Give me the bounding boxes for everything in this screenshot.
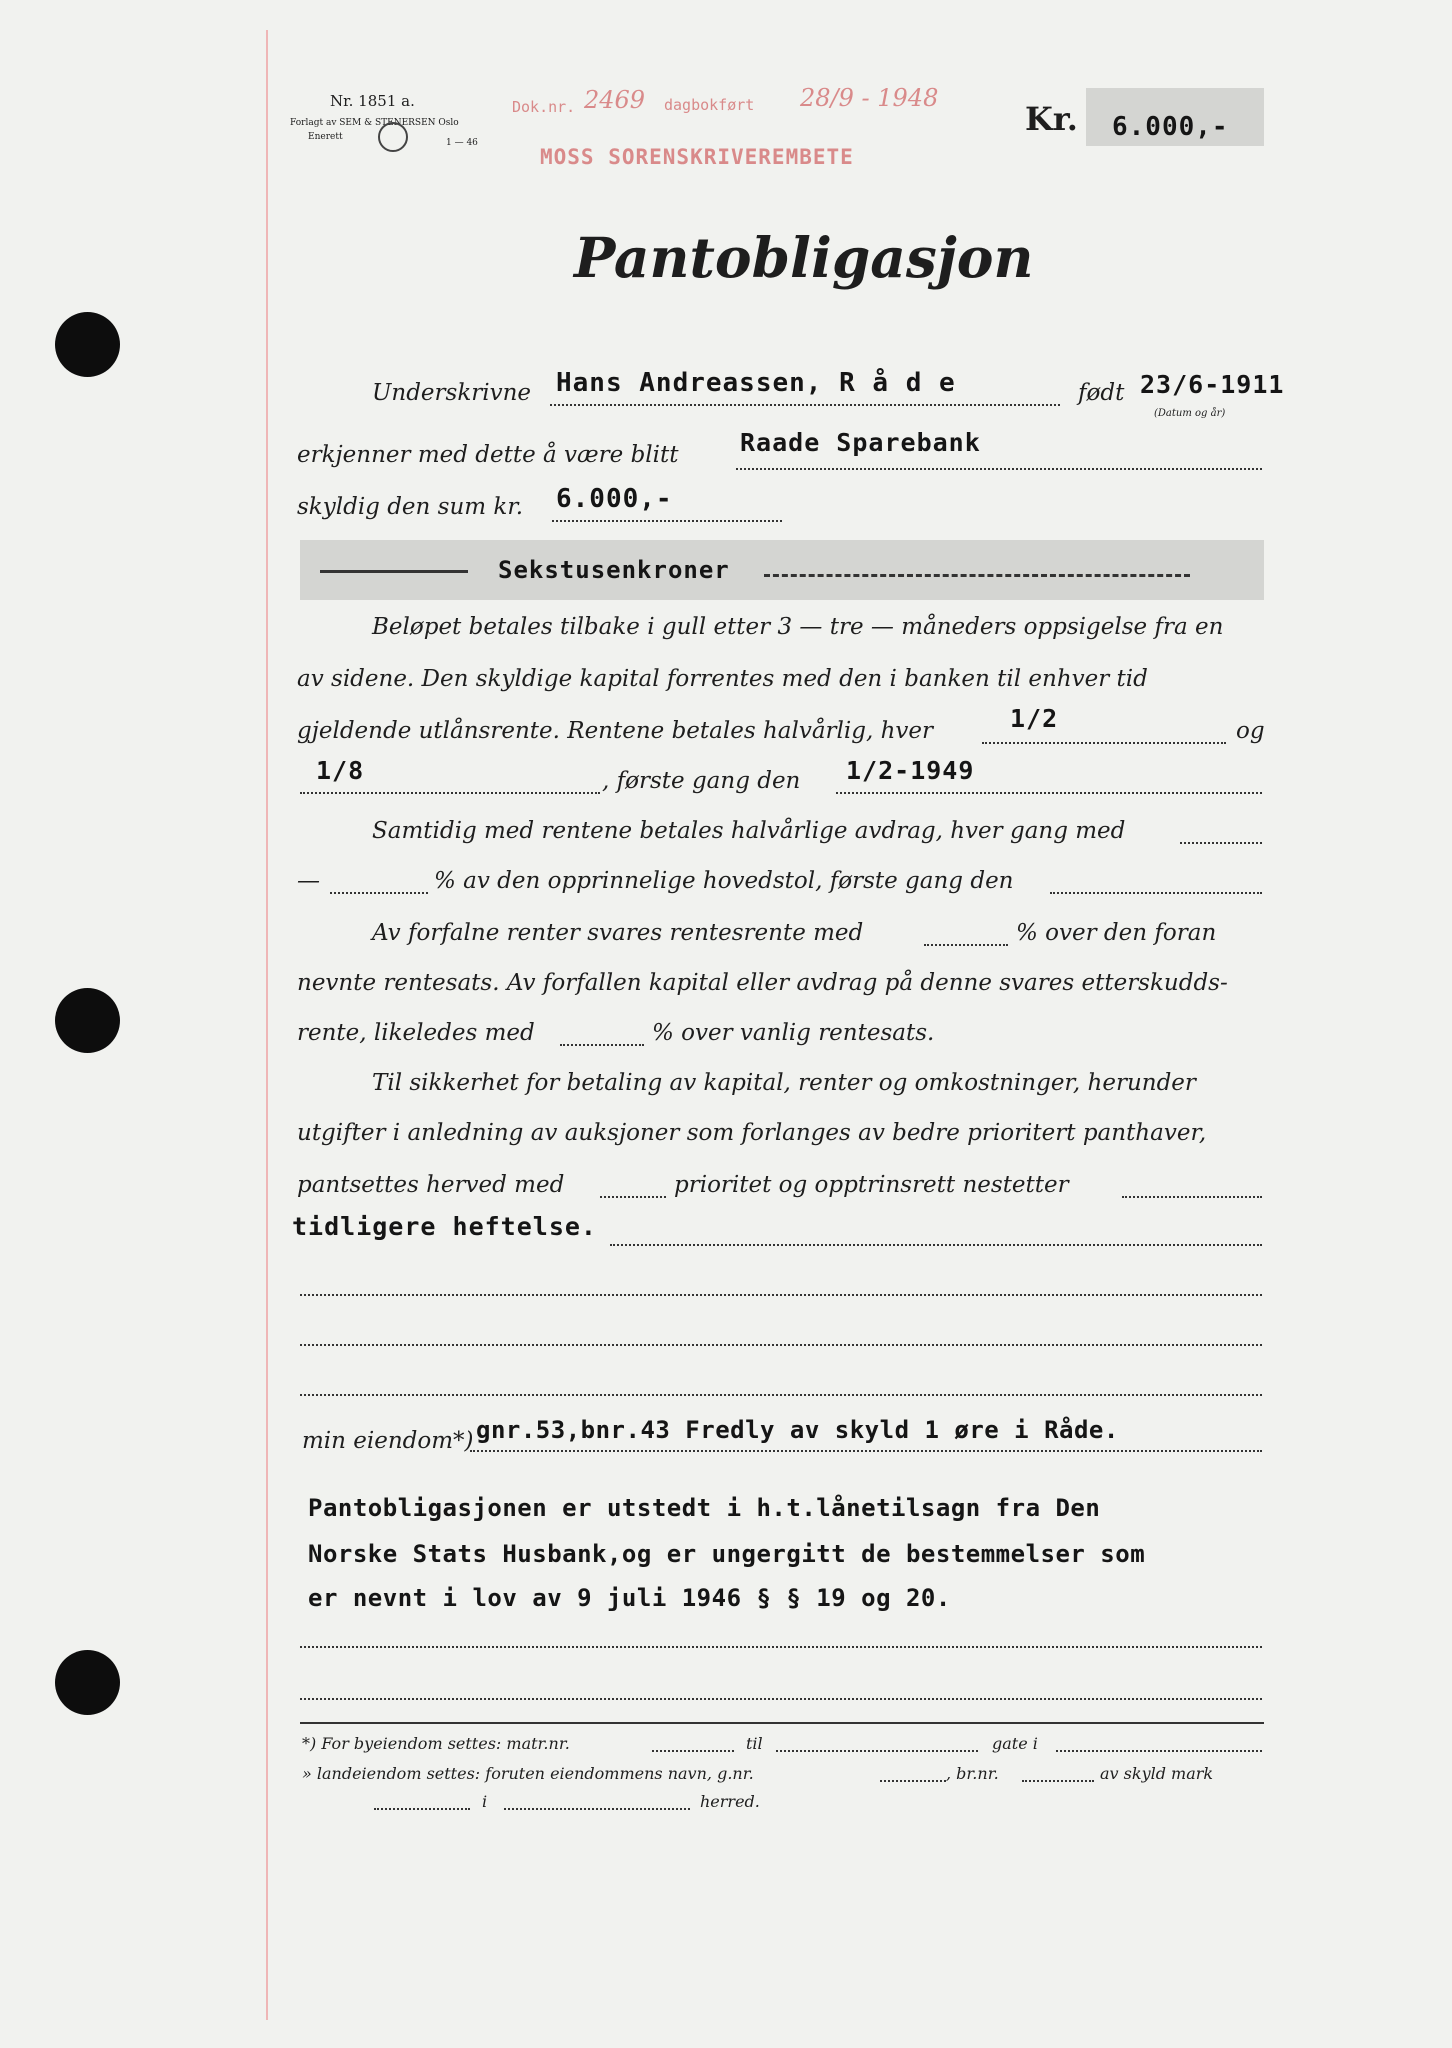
dotted-line — [300, 1294, 1262, 1296]
prior-encumbrance: tidligere heftelse. — [292, 1212, 597, 1241]
dotted-line — [1122, 1196, 1262, 1198]
property-label: min eiendom*) — [302, 1428, 474, 1454]
note-line-3: er nevnt i lov av 9 juli 1946 § § 19 og 20. — [308, 1584, 951, 1612]
dotted-line — [300, 1646, 1262, 1648]
debtor-name: Hans Andreassen, R å d e — [556, 368, 956, 398]
terms-p4-line3a: pantsettes herved med — [297, 1172, 565, 1198]
creditor-value: Raade Sparebank — [740, 428, 981, 457]
first-interest-date: 1/2-1949 — [846, 756, 975, 785]
dotted-line — [300, 792, 600, 794]
terms-first-time: , første gang den — [602, 768, 801, 794]
terms-p3-line1a: Av forfalne renter svares rentesrente med — [372, 920, 864, 946]
dotted-line — [1180, 842, 1262, 844]
interest-date-1: 1/2 — [1010, 704, 1059, 733]
dotted-line — [504, 1808, 690, 1810]
creditor-label: erkjenner med dette å være blitt — [297, 442, 679, 468]
dotted-line — [924, 944, 1008, 946]
born-hint: (Datum og år) — [1154, 408, 1226, 419]
stamp-doc-number: 2469 — [584, 86, 646, 114]
dotted-line — [880, 1780, 946, 1782]
dotted-line — [1050, 892, 1262, 894]
dotted-line — [300, 1698, 1262, 1700]
sum-label: skyldig den sum kr. — [297, 494, 524, 520]
dotted-line — [610, 1244, 1262, 1246]
dash-line — [764, 574, 1190, 577]
footnote-line2-c: av skyld mark — [1100, 1764, 1214, 1783]
dotted-line — [982, 742, 1226, 744]
footnote-line3-b: herred. — [700, 1792, 760, 1811]
terms-p3-line3a: rente, likeledes med — [297, 1020, 535, 1046]
note-line-1: Pantobligasjonen er utstedt i h.t.lånetilsagn fra Den — [308, 1494, 1101, 1522]
dotted-line — [776, 1750, 978, 1752]
footnote-rule — [300, 1722, 1264, 1724]
publisher-date: 1 — 46 — [446, 138, 478, 148]
dotted-line — [552, 520, 782, 522]
terms-p2-line1: Samtidig med rentene betales halvårlige avdrag, hver gang med — [372, 818, 1126, 844]
stamp-office: MOSS SORENSKRIVEREMBETE — [540, 145, 854, 169]
footnote-line1-b: til — [746, 1734, 763, 1753]
dotted-line — [652, 1750, 734, 1752]
terms-p1-line2: av sidene. Den skyldige kapital forrentes med den i banken til enhver tid — [297, 666, 1148, 692]
debtor-label: Underskrivne — [372, 380, 532, 406]
property-value: gnr.53,bnr.43 Fredly av skyld 1 øre i Råde. — [476, 1416, 1119, 1444]
stamp-entered-label: dagbokført — [664, 96, 755, 114]
born-value: 23/6-1911 — [1140, 370, 1285, 399]
dotted-line — [470, 1450, 1262, 1452]
dotted-line — [560, 1044, 644, 1046]
terms-og: og — [1236, 718, 1265, 744]
note-line-2: Norske Stats Husbank,og er ungergitt de bestemmelser som — [308, 1540, 1146, 1568]
punch-hole — [55, 312, 120, 377]
dotted-line — [300, 1344, 1262, 1346]
interest-date-2: 1/8 — [316, 756, 365, 785]
terms-p1-line3: gjeldende utlånsrente. Rentene betales halvårlig, hver — [297, 718, 934, 744]
dotted-line — [300, 1394, 1262, 1396]
terms-p4-line2: utgifter i anledning av auksjoner som forlanges av bedre prioritert panthaver, — [297, 1120, 1207, 1146]
dotted-line — [1022, 1780, 1094, 1782]
dotted-line — [374, 1808, 470, 1810]
born-label: født — [1078, 380, 1125, 406]
dotted-line — [1056, 1750, 1262, 1752]
terms-p2-dash: — — [297, 868, 320, 894]
footnote-line1-a: *) For byeiendom settes: matr.nr. — [302, 1734, 570, 1753]
terms-p3-line3b: % over vanlig rentesats. — [652, 1020, 935, 1046]
dotted-line — [600, 1196, 666, 1198]
dotted-line — [836, 792, 1262, 794]
punch-hole — [55, 1650, 120, 1715]
terms-p1-line1: Beløpet betales tilbake i gull etter 3 — tre — måneders oppsigelse fra en — [372, 614, 1224, 640]
punch-hole — [55, 988, 120, 1053]
amount-label: Kr. — [1025, 100, 1078, 138]
terms-p4-line3b: prioritet og opptrinsrett nestetter — [674, 1172, 1069, 1198]
amount-value: 6.000,- — [1112, 112, 1229, 142]
stamp-entered-date: 28/9 - 1948 — [800, 84, 939, 112]
sum-value: 6.000,- — [556, 484, 673, 514]
terms-p4-line1: Til sikkerhet for betaling av kapital, renter og omkostninger, herunder — [372, 1070, 1196, 1096]
footnote-line2-a: » landeiendom settes: foruten eiendommens navn, g.nr. — [302, 1764, 754, 1783]
document-title: Pantobligasjon — [574, 225, 1034, 290]
footnote-line2-b: , br.nr. — [946, 1764, 999, 1783]
terms-p2-line2: % av den opprinnelige hovedstol, første gang den — [434, 868, 1014, 894]
dash-line — [320, 570, 468, 573]
margin-line — [266, 30, 268, 2020]
form-number: Nr. 1851 a. — [330, 92, 415, 110]
sum-in-words: Sekstusenkroner — [498, 556, 730, 584]
publisher-logo — [378, 122, 408, 152]
dotted-line — [736, 468, 1262, 470]
stamp-doc-label: Dok.nr. — [512, 98, 576, 116]
publisher-line-2: Enerett — [308, 132, 343, 142]
footnote-line1-c: gate i — [992, 1734, 1038, 1753]
publisher-line: Forlagt av SEM & STENERSEN Oslo — [290, 118, 459, 128]
footnote-line3-a: i — [482, 1792, 488, 1811]
dotted-line — [550, 404, 1060, 406]
terms-p3-line1b: % over den foran — [1016, 920, 1217, 946]
terms-p3-line2: nevnte rentesats. Av forfallen kapital eller avdrag på denne svares etterskudds- — [297, 970, 1228, 996]
dotted-line — [330, 892, 428, 894]
